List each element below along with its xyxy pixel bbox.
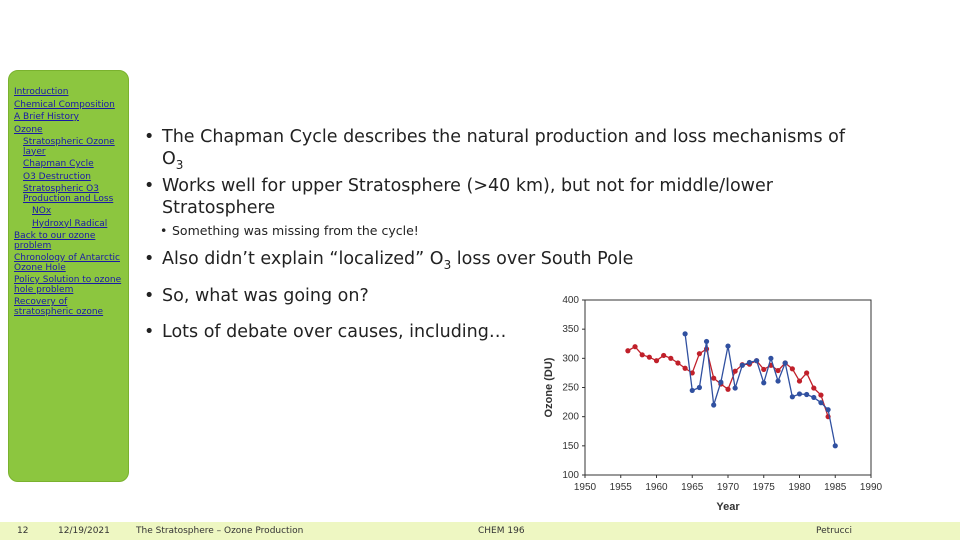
page-number: 12 <box>17 526 29 536</box>
series-point <box>818 400 823 405</box>
y-tick-label: 200 <box>562 411 579 423</box>
series-point <box>647 355 652 360</box>
sidebar-link[interactable]: Hydroxyl Radical <box>32 218 108 229</box>
bullet-localized <box>144 248 864 271</box>
y-tick-label: 400 <box>562 295 579 306</box>
x-tick-label: 1975 <box>752 482 775 493</box>
series-point <box>775 378 780 383</box>
bullet-what-going-on: • So, what was going on? <box>144 285 864 307</box>
series-point <box>768 356 773 361</box>
bullet-chapman <box>144 126 864 171</box>
footer-bar <box>0 522 960 540</box>
series-point <box>704 339 709 344</box>
bullet-localized-text: Also didn’t explain “localized” O <box>162 249 444 269</box>
series-point <box>675 360 680 365</box>
sidebar-link[interactable]: Recovery of stratospheric ozone <box>14 297 104 317</box>
series-point <box>632 344 637 349</box>
series-point <box>711 376 716 381</box>
series-point <box>747 360 752 365</box>
series-point <box>740 363 745 368</box>
series-point <box>683 366 688 371</box>
sidebar-link[interactable]: O3 Destruction <box>23 171 91 182</box>
series-point <box>654 358 659 363</box>
series-point <box>761 367 766 372</box>
series-point <box>790 366 795 371</box>
series-point <box>797 378 802 383</box>
sidebar-link[interactable]: Chronology of Antarctic Ozone Hole <box>14 253 120 273</box>
subbullet-missing: • Something was missing from the cycle! <box>144 223 864 238</box>
y-tick-label: 350 <box>562 324 579 336</box>
y-tick-label: 300 <box>562 353 579 365</box>
footer-date: 12/19/2021 <box>58 526 110 536</box>
sidebar-link[interactable]: Back to our ozone problem <box>14 231 96 251</box>
series-point <box>811 395 816 400</box>
sidebar-link[interactable]: A Brief History <box>14 112 79 122</box>
series-point <box>725 387 730 392</box>
x-tick-label: 1955 <box>609 482 632 493</box>
bullet-debate: • Lots of debate over causes, including… <box>144 321 864 343</box>
footer-course: CHEM 196 <box>478 526 525 536</box>
series-point <box>790 394 795 399</box>
series-point <box>697 351 702 356</box>
series-point <box>733 385 738 390</box>
x-tick-label: 1970 <box>716 482 740 493</box>
x-tick-label: 1950 <box>573 482 597 493</box>
x-axis-label: Year <box>716 501 740 513</box>
x-tick-label: 1980 <box>788 482 811 493</box>
sidebar-link[interactable]: Policy Solution to ozone hole problem <box>14 275 122 295</box>
sidebar-link[interactable]: Chapman Cycle <box>23 159 94 169</box>
sidebar-link[interactable]: Stratospheric O3 Production and Loss <box>23 184 114 204</box>
bullet-chapman-text: The Chapman Cycle describes the natural production and loss mechanisms of O <box>162 127 845 169</box>
x-tick-label: 1985 <box>824 482 847 493</box>
series-point <box>804 392 809 397</box>
series-point <box>661 353 666 358</box>
y-tick-label: 250 <box>562 382 579 394</box>
series-point <box>725 343 730 348</box>
series-point <box>718 380 723 385</box>
series-point <box>775 368 780 373</box>
series-point <box>804 370 809 375</box>
bullet-localized-text-end: loss over South Pole <box>451 249 634 269</box>
y-axis-label: Ozone (DU) <box>543 357 555 418</box>
series-point <box>811 385 816 390</box>
series-point <box>711 402 716 407</box>
series-point <box>783 360 788 365</box>
x-tick-label: 1965 <box>681 482 704 493</box>
footer-title: The Stratosphere – Ozone Production <box>136 526 304 536</box>
series-point <box>625 348 630 353</box>
series-point <box>761 380 766 385</box>
y-tick-label: 100 <box>562 470 579 481</box>
subscript-3: 3 <box>443 258 452 272</box>
sidebar-link[interactable]: Stratospheric Ozone layer <box>23 137 115 157</box>
series-point <box>833 443 838 448</box>
series-point <box>826 407 831 412</box>
bullet-works-well: • Works well for upper Stratosphere (>40 km), but not for middle/lower Stratosphere <box>144 175 864 219</box>
series-point <box>668 356 673 361</box>
series-point <box>640 352 645 357</box>
sidebar-link[interactable]: Introduction <box>14 87 69 97</box>
series-point <box>818 392 823 397</box>
ozone-chart <box>540 290 885 515</box>
sidebar-link[interactable]: Chemical Composition <box>14 99 115 110</box>
series-point <box>797 391 802 396</box>
x-tick-label: 1960 <box>645 482 668 493</box>
series-point <box>754 358 759 363</box>
sidebar-link[interactable]: Ozone <box>14 124 43 135</box>
series-point <box>697 385 702 390</box>
footer-author: Petrucci <box>816 526 852 536</box>
sidebar-link[interactable]: NOx <box>32 206 52 216</box>
series-point <box>690 388 695 393</box>
y-tick-label: 150 <box>562 440 579 452</box>
x-tick-label: 1990 <box>859 482 883 493</box>
series-point <box>683 331 688 336</box>
sidebar-nav <box>14 88 126 320</box>
subscript-3: 3 <box>175 158 184 172</box>
series-point <box>733 369 738 374</box>
